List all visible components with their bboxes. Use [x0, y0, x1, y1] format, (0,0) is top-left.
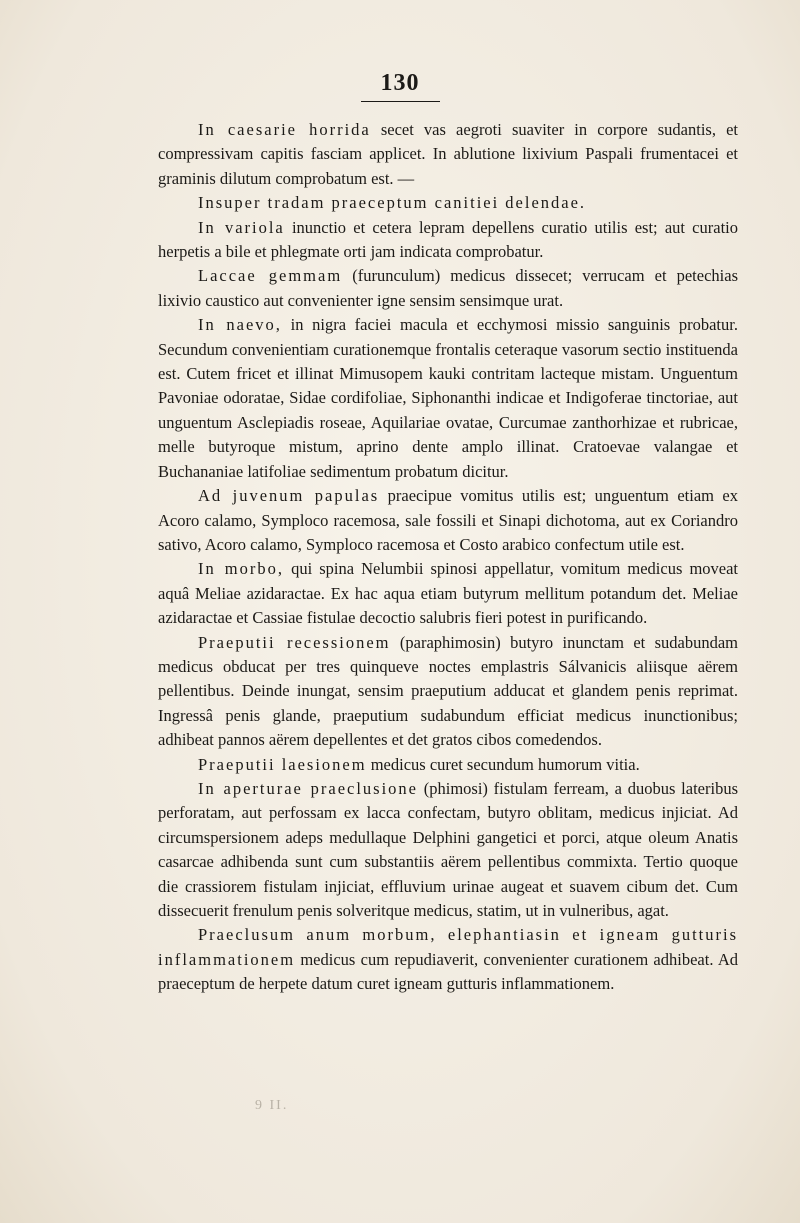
paragraph	[158, 557, 738, 630]
page-header	[0, 70, 800, 102]
paragraph	[158, 118, 738, 191]
spaced-lead: In aperturae praeclusione	[198, 778, 418, 798]
spaced-lead: Praeclusum anum morbum, elephantiasin et igneam gutturis inflammationem	[158, 925, 738, 969]
paragraph-text: inunctio et cetera lepram depellens curatio utilis est; aut curatio herpetis a bile et phlegmate orti jam indicata comprobatur.	[158, 217, 738, 262]
paragraph	[158, 631, 738, 753]
paragraph	[158, 191, 738, 215]
spaced-lead: Praeputii laesionem	[198, 754, 367, 774]
spaced-lead: In caesarie horrida	[198, 120, 371, 139]
page-number: 130	[361, 70, 440, 102]
signature-mark: 9 II.	[255, 1098, 289, 1113]
paragraph	[158, 313, 738, 484]
spaced-lead: In variola	[198, 217, 285, 237]
paragraph	[158, 484, 738, 557]
body-text	[158, 118, 738, 997]
paragraph	[158, 216, 738, 265]
paragraph-text: in nigra faciei macula et ecchymosi missio sanguinis probatur. Secundum convenientiam curationemque frontalis ceteraque vasorum sectio instituenda est. Cutem fricet et illinat Mimusopem kauki contritam lacteque mistam. Unguentum Pavoniae odoratae, Sidae cordifoliae, Siphonanthi indicae et Indigoferae tinctoriae, aut unguentum Asclepiadis roseae, Aquilariae ovatae, Curcumae zanthorhizae et rubricae, melle butyroque mistum, aprino dente amplo illinat. Cratoevae valangae et Buchananiae latifoliae sedimentum probatum dicitur.	[158, 315, 738, 481]
spaced-lead: In morbo,	[198, 559, 285, 579]
spaced-lead: Insuper tradam praeceptum canitiei delendae.	[198, 193, 587, 213]
paragraph-text: medicus curet secundum humorum vitia.	[366, 754, 640, 774]
spaced-lead: Laccae gemmam	[198, 266, 343, 286]
spaced-lead: Ad juvenum papulas	[198, 486, 380, 506]
paragraph-text: secet vas aegroti suaviter in corpore sudantis, et compressivam capitis fasciam applicet. In ablutione lixivium Paspali frumentacei et graminis dilutum comprobatum est. —	[158, 120, 738, 188]
spaced-lead: Praeputii recessionem	[198, 632, 391, 652]
paragraph-text: praecipue vomitus utilis est; unguentum etiam ex Acoro calamo, Symploco racemosa, sale fossili et Sinapi dichotoma, aut ex Coriandro sativo, Acoro calamo, Symploco racemosa et Costo arabico confectum utile est.	[158, 486, 738, 554]
paragraph-text: medicus cum repudiaverit, convenienter curationem adhibeat. Ad praeceptum de herpete datum curet igneam gutturis inflammationem.	[158, 949, 738, 994]
spaced-lead: In naevo,	[198, 315, 282, 335]
paragraph	[158, 264, 738, 313]
paragraph-text: qui spina Nelumbii spinosi appellatur, vomitum medicus moveat aquâ Meliae azidaractae. Ex hac aqua etiam butyrum mellitum potandum det. Meliae azidaractae et Cassiae fistulae decoctio salubris fieri potest in purificando.	[158, 559, 739, 628]
paragraph	[158, 923, 738, 996]
paragraph-text: (furunculum) medicus dissecet; verrucam et petechias lixivio caustico aut convenienter igne sensim sensimque urat.	[158, 266, 738, 310]
paragraph-text: (paraphimosin) butyro inunctam et sudabundam medicus obducat per tres quinqueve noctes emplastris Sálvanicis aliisque aërem pellentibus. Deinde inungat, sensim praeputium adducat et glandem penis reprimat. Ingressâ penis glande, praeputium sudabundum efficiat medicus inunctionibus; adhibeat pannos aërem depellentes et det gratos cibos comedendos.	[158, 632, 739, 750]
paragraph-text: (phimosi) fistulam ferream, a duobus lateribus perforatam, aut perfossam ex lacca confectam, butyro oblitam, medicus injiciat. Ad circumspersionem adeps medullaque Delphini gangetici et porci, atque oleum Anatis casarcae adhibenda sunt cum substantiis aërem pellentibus commixta. Tertio quoque die crassiorem fistulam injiciat, effluvium urinae augeat et suavem cibum det. Cum dissecuerit frenulum penis solveritque medicus, statim, ut in vulneribus, agat.	[158, 778, 738, 920]
paragraph	[158, 753, 738, 777]
paragraph	[158, 777, 738, 923]
